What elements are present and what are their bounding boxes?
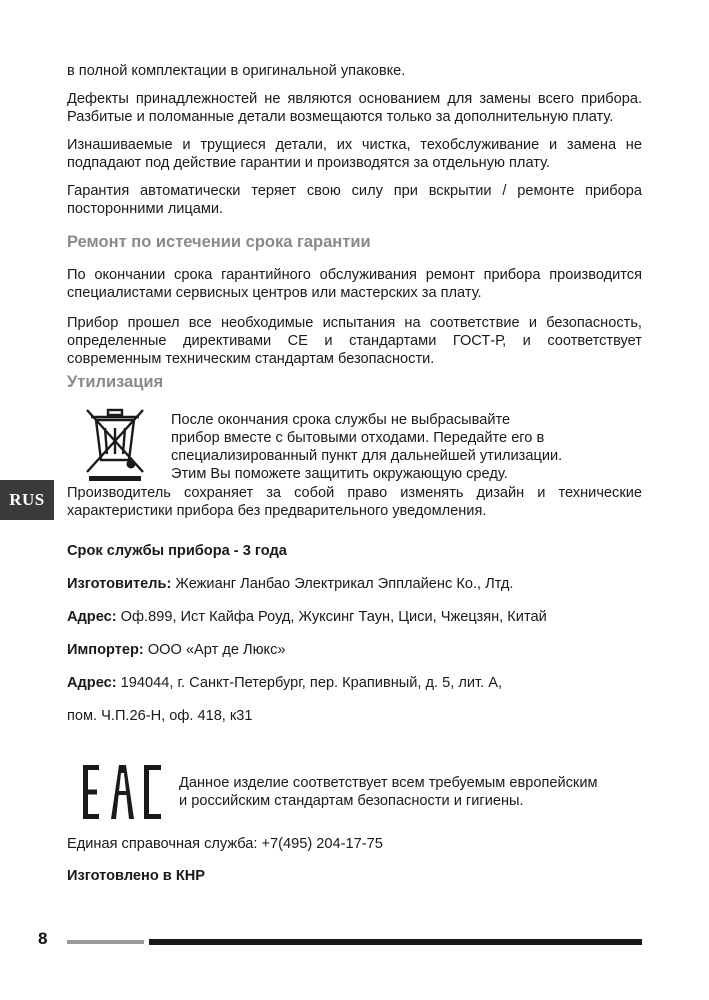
manufacturer-address-label: Адрес: bbox=[67, 609, 117, 625]
heading-post-warranty-repair: Ремонт по истечении срока гарантии bbox=[67, 233, 371, 251]
helpline: Единая справочная служба: +7(495) 204-17-75 bbox=[67, 836, 383, 852]
heading-disposal: Утилизация bbox=[67, 373, 164, 391]
importer-address-label: Адрес: bbox=[67, 675, 117, 691]
footer-bar-dark bbox=[149, 939, 642, 945]
manufacturer-line bbox=[67, 575, 642, 593]
disposal-line: специализированный пункт для дальнейшей утилизации. bbox=[171, 448, 563, 464]
paragraph-paid-repair: По окончании срока гарантийного обслуживания ремонт прибора производится специалистами сервисных центров или мастерских за плату. bbox=[67, 267, 642, 301]
paragraph-packaging: в полной комплектации в оригинальной упаковке. bbox=[67, 63, 406, 79]
eac-line: Данное изделие соответствует всем требуемым европейским bbox=[179, 775, 598, 791]
importer-line bbox=[67, 641, 642, 659]
disposal-line: Этим Вы поможете защитить окружающую среду. bbox=[171, 466, 508, 482]
importer-label: Импортер: bbox=[67, 642, 144, 658]
importer-address-line bbox=[67, 674, 642, 692]
importer-address-line-2: пом. Ч.П.26-Н, оф. 418, к31 bbox=[67, 708, 253, 724]
page-number: 8 bbox=[38, 929, 48, 948]
made-in: Изготовлено в КНР bbox=[67, 868, 206, 884]
crossed-bin-icon bbox=[83, 406, 147, 482]
paragraph-certification: Прибор прошел все необходимые испытания на соответствие и безопасность, определенные директивами CE и стандартами ГОСТ-Р, и соответствует современным техническим стандартам безопасности. bbox=[67, 315, 642, 367]
disposal-block bbox=[67, 406, 642, 483]
importer-address-value: 194044, г. Санкт-Петербург, пер. Крапивный, д. 5, лит. А, bbox=[116, 675, 502, 691]
manufacturer-address-value: Оф.899, Ист Кайфа Роуд, Жуксинг Таун, Циси, Чжецзян, Китай bbox=[116, 609, 547, 625]
disposal-line: прибор вместе с бытовыми отходами. Передайте его в bbox=[171, 430, 545, 446]
footer-bar-light bbox=[67, 940, 144, 944]
disposal-line: После окончания срока службы не выбрасывайте bbox=[171, 412, 511, 428]
eac-mark-icon bbox=[83, 765, 161, 819]
manufacturer-label: Изготовитель: bbox=[67, 576, 172, 592]
paragraph-warranty-void: Гарантия автоматически теряет свою силу при вскрытии / ремонте прибора посторонними лицами. bbox=[67, 183, 642, 217]
paragraph-wear-parts: Изнашиваемые и трущиеся детали, их чистка, техобслуживание и замена не подпадают под действие гарантии и производятся за отдельную плату. bbox=[67, 137, 642, 171]
language-tab: RUS bbox=[0, 480, 54, 520]
manufacturer-address-line bbox=[67, 608, 642, 626]
disposal-text bbox=[171, 411, 562, 483]
importer-value: ООО «Арт де Люкс» bbox=[143, 642, 286, 658]
paragraph-accessories: Дефекты принадлежностей не являются основанием для замены всего прибора. Разбитые и поломанные детали возмещаются только за дополнительную плату. bbox=[67, 91, 642, 125]
service-life: Срок службы прибора - 3 года bbox=[67, 543, 287, 559]
page-content bbox=[67, 62, 642, 885]
page-footer bbox=[0, 925, 709, 955]
eac-text bbox=[179, 774, 598, 810]
eac-line: и российским стандартам безопасности и гигиены. bbox=[179, 793, 524, 809]
paragraph-design-changes: Производитель сохраняет за собой право изменять дизайн и технические характеристики прибора без предварительного уведомления. bbox=[67, 485, 642, 519]
eac-block bbox=[67, 765, 642, 819]
manufacturer-value: Жежианг Ланбао Электрикал Эпплайенс Ко., Лтд. bbox=[171, 576, 514, 592]
